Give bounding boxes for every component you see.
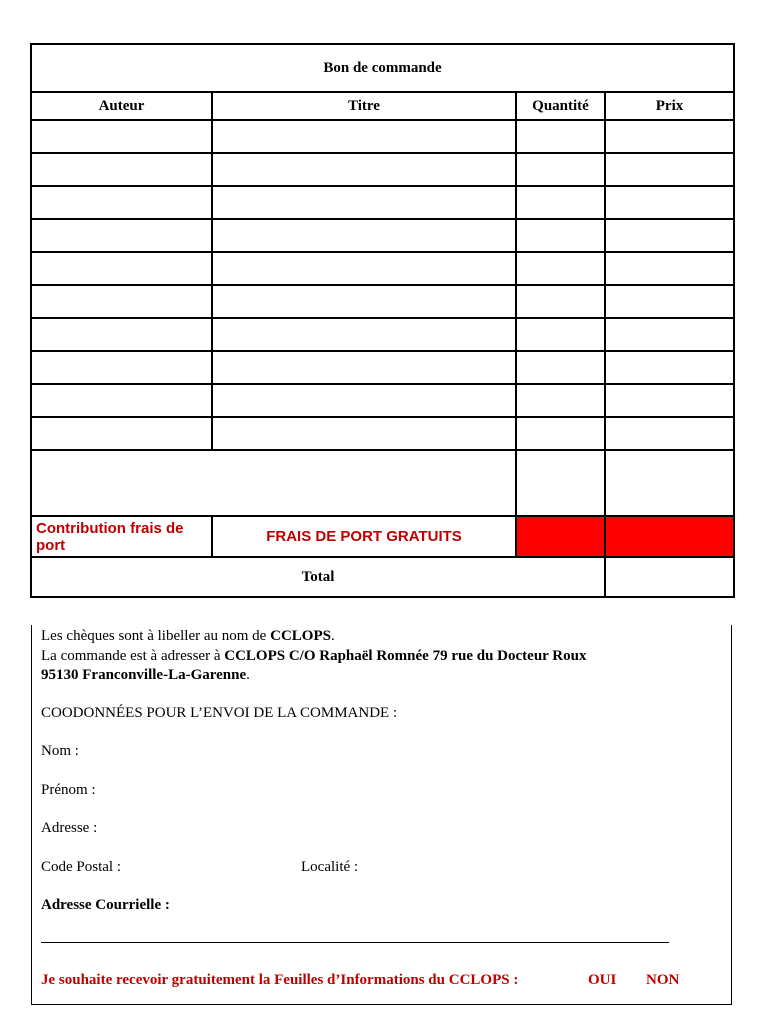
order-line-row [31,120,734,153]
order-line-row [31,384,734,417]
price-cell[interactable] [605,120,734,153]
price-header: Prix [605,92,734,120]
cheque-text: Les chèques sont à libeller au nom de [41,628,271,644]
quantity-cell[interactable] [516,351,605,384]
order-info-box [31,625,732,1005]
newsletter-no-option[interactable]: NON [646,972,680,988]
order-line-row [31,219,734,252]
title-cell[interactable] [212,384,516,417]
quantity-cell[interactable] [516,318,605,351]
price-cell[interactable] [605,186,734,219]
extra-cell[interactable] [31,450,516,516]
author-cell[interactable] [31,318,212,351]
author-cell[interactable] [31,417,212,450]
author-cell[interactable] [31,120,212,153]
author-cell[interactable] [31,285,212,318]
title-cell[interactable] [212,252,516,285]
adresse-field-label: Adresse : [41,820,98,836]
cheque-line [41,627,335,646]
price-cell[interactable] [605,153,734,186]
author-cell[interactable] [31,252,212,285]
quantity-cell[interactable] [516,186,605,219]
price-cell[interactable] [605,318,734,351]
newsletter-yes-option[interactable]: OUI [588,972,617,988]
shipping-label: Contribution frais de port [31,516,212,557]
author-cell[interactable] [31,153,212,186]
quantity-cell[interactable] [516,219,605,252]
order-line-row [31,351,734,384]
email-field-label: Adresse Courrielle : [41,897,170,913]
order-extra-row [31,450,734,516]
shipping-row [31,516,734,557]
total-row [31,557,734,597]
order-line-row [31,285,734,318]
newsletter-question: Je souhaite recevoir gratuitement la Feuilles d’Informations du CCLOPS : [41,972,519,988]
order-line-row [31,153,734,186]
total-label: Total [31,557,605,597]
address-street: CCLOPS C/O Raphaël Romnée 79 rue du Docteur Roux [224,648,587,664]
shipping-value: FRAIS DE PORT GRATUITS [212,516,516,557]
title-cell[interactable] [212,285,516,318]
cheque-suffix: . [330,628,335,644]
author-cell[interactable] [31,384,212,417]
quantity-cell[interactable] [516,252,605,285]
price-cell[interactable] [605,351,734,384]
price-cell[interactable] [605,384,734,417]
address-suffix: . [246,667,250,683]
address-city-line [41,666,250,685]
quantity-cell[interactable] [516,384,605,417]
order-form-table [30,43,735,598]
title-cell[interactable] [212,318,516,351]
quantity-cell[interactable] [516,153,605,186]
quantity-cell[interactable] [516,285,605,318]
localite-field-label: Localité : [301,859,359,875]
author-header: Auteur [31,92,212,120]
title-cell[interactable] [212,153,516,186]
address-city: 95130 Franconville-La-Garenne [41,667,247,683]
price-cell[interactable] [605,417,734,450]
price-cell[interactable] [605,285,734,318]
table-header-row [31,92,734,120]
price-cell[interactable] [605,252,734,285]
shipping-price-cell [605,516,734,557]
title-cell[interactable] [212,417,516,450]
title-cell[interactable] [212,120,516,153]
title-cell[interactable] [212,219,516,252]
order-form-title-row [31,44,734,92]
quantity-header: Quantité [516,92,605,120]
address-line [41,647,586,666]
quantity-cell[interactable] [516,450,605,516]
cheque-payee: CCLOPS [270,628,331,644]
coords-title: COODONNÉES POUR L’ENVOI DE LA COMMANDE : [41,705,398,721]
price-cell[interactable] [605,450,734,516]
address-text: La commande est à adresser à [41,648,225,664]
order-form-title: Bon de commande [31,44,734,92]
title-cell[interactable] [212,351,516,384]
order-line-row [31,318,734,351]
code-postal-field-label: Code Postal : [41,859,122,875]
price-cell[interactable] [605,219,734,252]
author-cell[interactable] [31,186,212,219]
title-header: Titre [212,92,516,120]
email-underline [41,942,669,943]
author-cell[interactable] [31,219,212,252]
quantity-cell[interactable] [516,417,605,450]
prenom-field-label: Prénom : [41,782,96,798]
order-line-row [31,252,734,285]
nom-field-label: Nom : [41,743,79,759]
order-line-row [31,417,734,450]
order-line-row [31,186,734,219]
title-cell[interactable] [212,186,516,219]
quantity-cell[interactable] [516,120,605,153]
total-value-cell[interactable] [605,557,734,597]
author-cell[interactable] [31,351,212,384]
shipping-quantity-cell [516,516,605,557]
